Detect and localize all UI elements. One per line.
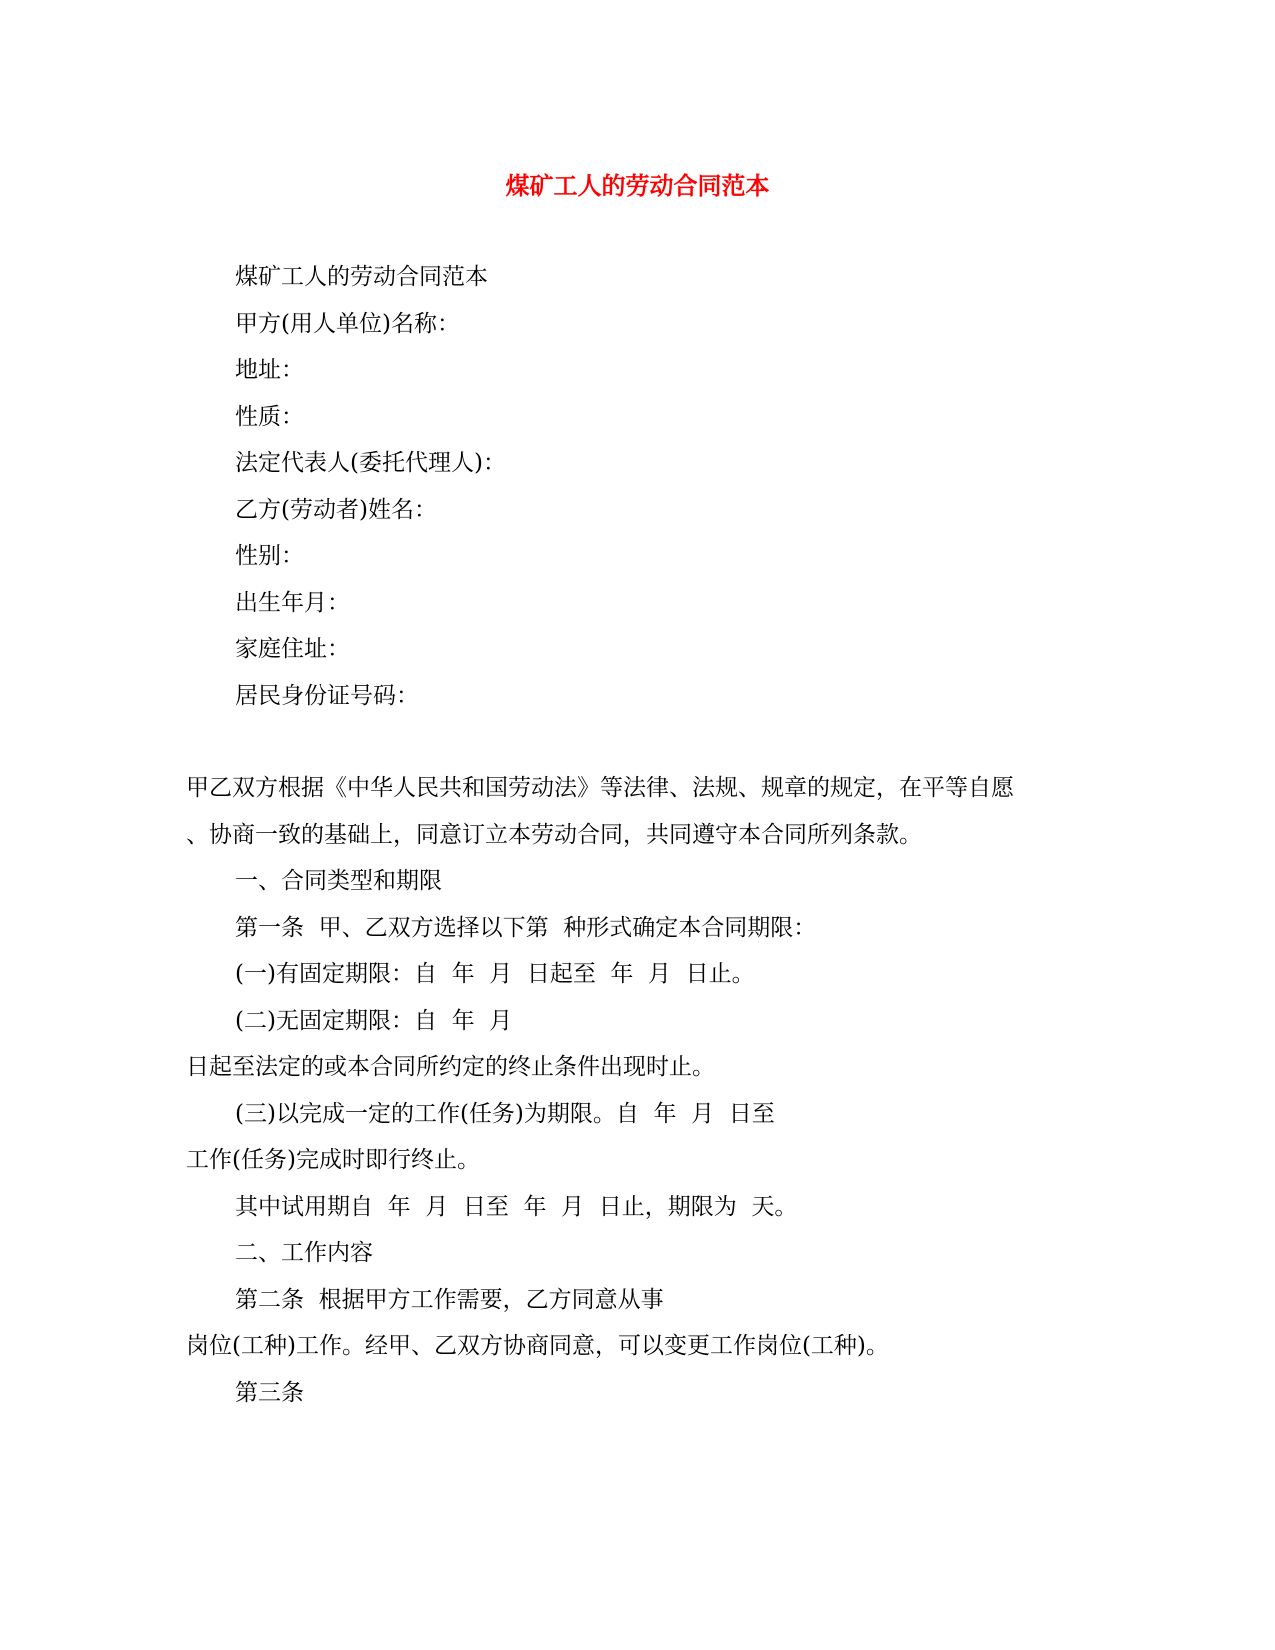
section-heading-1: 一、合同类型和期限 <box>235 868 442 894</box>
party-b-name-line: 乙方(劳动者)姓名： <box>235 497 437 523</box>
address-line: 地址： <box>235 357 304 383</box>
document-title: 煤矿工人的劳动合同范本 <box>505 171 770 200</box>
id-number-line: 居民身份证号码： <box>235 683 419 709</box>
subtitle-line: 煤矿工人的劳动合同范本 <box>235 264 488 290</box>
option-2-continuation: 日起至法定的或本合同所约定的终止条件出现时止。 <box>186 1054 715 1080</box>
article-3-line: 第三条 <box>235 1380 304 1406</box>
article-2-continuation: 岗位(工种)工作。经甲、乙双方协商同意，可以变更工作岗位(工种)。 <box>186 1333 889 1359</box>
option-3-continuation: 工作(任务)完成时即行终止。 <box>186 1147 480 1173</box>
preamble-line-1: 甲乙双方根据《中华人民共和国劳动法》等法律、法规、规章的规定，在平等自愿 <box>186 775 1014 801</box>
option-3-line: (三)以完成一定的工作(任务)为期限。自 年 月 日至 <box>235 1101 775 1127</box>
option-1-line: (一)有固定期限：自 年 月 日起至 年 月 日止。 <box>235 961 755 987</box>
section-heading-2: 二、工作内容 <box>235 1240 373 1266</box>
birth-date-line: 出生年月： <box>235 590 350 616</box>
gender-line: 性别： <box>235 543 304 569</box>
legal-rep-line: 法定代表人(委托代理人)： <box>235 450 506 476</box>
home-address-line: 家庭住址： <box>235 636 350 662</box>
article-2-line: 第二条 根据甲方工作需要，乙方同意从事 <box>235 1287 664 1313</box>
article-1-line: 第一条 甲、乙双方选择以下第 种形式确定本合同期限： <box>235 915 817 941</box>
party-a-name-line: 甲方(用人单位)名称： <box>235 311 460 337</box>
probation-line: 其中试用期自 年 月 日至 年 月 日止，期限为 天。 <box>235 1194 798 1220</box>
preamble-line-2: 、协商一致的基础上，同意订立本劳动合同，共同遵守本合同所列条款。 <box>186 822 922 848</box>
option-2-line: (二)无固定期限：自 年 月 <box>235 1008 513 1034</box>
nature-line: 性质： <box>235 404 304 430</box>
